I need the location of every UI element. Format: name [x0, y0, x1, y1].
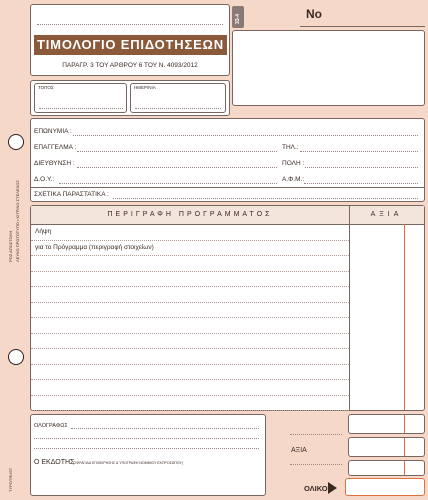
table-row-line — [31, 379, 349, 380]
table-row-line — [31, 395, 349, 396]
place-field[interactable] — [34, 83, 127, 113]
items-table — [30, 205, 425, 411]
in-words-label: ΟΛΟΓΡΑΦΩΣ — [34, 423, 68, 429]
footer-panel — [30, 414, 266, 496]
table-row-line — [31, 348, 349, 349]
related-docs-line[interactable] — [113, 198, 418, 199]
table-rows — [31, 206, 424, 410]
subtotal-box-2[interactable] — [348, 437, 425, 457]
table-row-line — [31, 364, 349, 365]
city-line[interactable] — [305, 167, 418, 168]
document-title: ΤΙΜΟΛΟΓΙΟ ΕΠΙΔΟΤΗΣΕΩΝ — [37, 37, 224, 52]
code-badge-text: 33-4 — [235, 13, 241, 24]
date-field[interactable] — [130, 83, 226, 113]
table-row-line — [31, 271, 349, 272]
table-row-line — [31, 410, 349, 411]
in-words-line-1[interactable] — [71, 428, 259, 429]
related-docs-divider — [31, 187, 424, 188]
occupation-label: ΕΠΑΓΓΕΛΜΑ : — [34, 144, 77, 151]
date-line — [135, 108, 221, 109]
issuer-note: (ΣΦΡΑΓΙΔΑ ΕΠΙΧΕΙΡΗΣΗΣ & ΥΠΟΓΡΑΦΗ ΝΟΜΙΜΟΥ ΕΚΠΡΟΣΩΠΟΥ) — [73, 461, 183, 465]
total-box[interactable] — [345, 478, 425, 496]
total-label: ΟΛΙΚΟ — [304, 484, 328, 493]
address-line[interactable] — [77, 167, 277, 168]
vat-line[interactable] — [304, 183, 418, 184]
value-label: ΑΞΙΑ — [291, 447, 307, 454]
place-label: ΤΟΠΟΣ — [38, 85, 54, 90]
total-arrow-icon — [328, 482, 337, 494]
value-dashes-bottom — [290, 464, 342, 465]
description-header: ΠΕΡΙΓΡΑΦΗ ΠΡΟΓΡΑΜΜΑΤΟΣ — [107, 211, 273, 218]
in-words-line-2[interactable] — [34, 438, 259, 439]
name-label: ΕΠΩΝΥΜΙΑ : — [34, 128, 72, 135]
side-copy-note: ΛΕΥΚΟ ΠΡΩΤΟΤΥΠΟ • ΚΙΤΡΙΝΟ ΣΤΕΛΕΧΟΣ — [15, 180, 20, 262]
subtotal-3-cents-divider — [404, 461, 405, 475]
place-line — [39, 108, 123, 109]
phone-line[interactable] — [300, 151, 418, 152]
document-subtitle: ΠΑΡΑΓΡ. 3 ΤΟΥ ΑΡΘΡΟΥ 6 ΤΟΥ Ν. 4093/2012 — [62, 62, 198, 69]
table-row-description[interactable]: Λήψη — [35, 228, 52, 235]
name-line[interactable] — [73, 135, 418, 136]
subtotal-2-cents-divider — [404, 438, 405, 456]
issuer-label: Ο ΕΚΔΟΤΗΣ — [34, 459, 75, 466]
value-dashes-top — [290, 434, 342, 435]
place-date-panel — [30, 80, 230, 116]
subtotal-box-3[interactable] — [348, 460, 425, 476]
table-row-line — [31, 255, 349, 256]
subtotal-1-cents-divider — [404, 415, 405, 433]
header-right-box — [232, 30, 425, 106]
number-label: No — [306, 7, 322, 21]
date-label: ΗΜΕΡ/ΝΙΑ — [134, 85, 156, 90]
city-label: ΠΟΛΗ : — [282, 160, 305, 167]
occupation-line[interactable] — [77, 151, 277, 152]
in-words-line-3[interactable] — [34, 448, 259, 449]
phone-label: ΤΗΛ.: — [282, 144, 299, 151]
table-row-line — [31, 317, 349, 318]
number-underline — [300, 26, 425, 27]
table-row-line — [31, 240, 349, 241]
vat-label: Α.Φ.Μ.: — [282, 176, 305, 183]
table-row-line — [31, 302, 349, 303]
table-row-line — [31, 333, 349, 334]
table-row-description[interactable]: για το Πρόγραμμα (περιγραφή στοιχείων) — [35, 243, 154, 251]
subtotal-box-1[interactable] — [348, 414, 425, 434]
title-box — [30, 4, 230, 76]
address-label: ΔΙΕΥΘΥΝΣΗ : — [34, 160, 75, 167]
tax-office-line[interactable] — [59, 183, 277, 184]
binding-hole-top — [8, 134, 24, 150]
tax-office-label: Δ.Ο.Υ.: — [34, 176, 55, 183]
side-form-note: ΡΟΖ ΑΠΟΣΤΟΛΗ — [8, 230, 13, 262]
side-publisher: TYPOTRUST — [8, 467, 13, 492]
binding-hole-bottom — [8, 349, 24, 365]
value-header: ΑΞΙΑ — [370, 211, 403, 218]
customer-panel — [30, 118, 425, 202]
table-row-line — [31, 286, 349, 287]
related-docs-label: ΣΧΕΤΙΚΑ ΠΑΡΑΣΤΑΤΙΚΑ : — [34, 191, 109, 198]
title-top-line — [37, 24, 223, 25]
